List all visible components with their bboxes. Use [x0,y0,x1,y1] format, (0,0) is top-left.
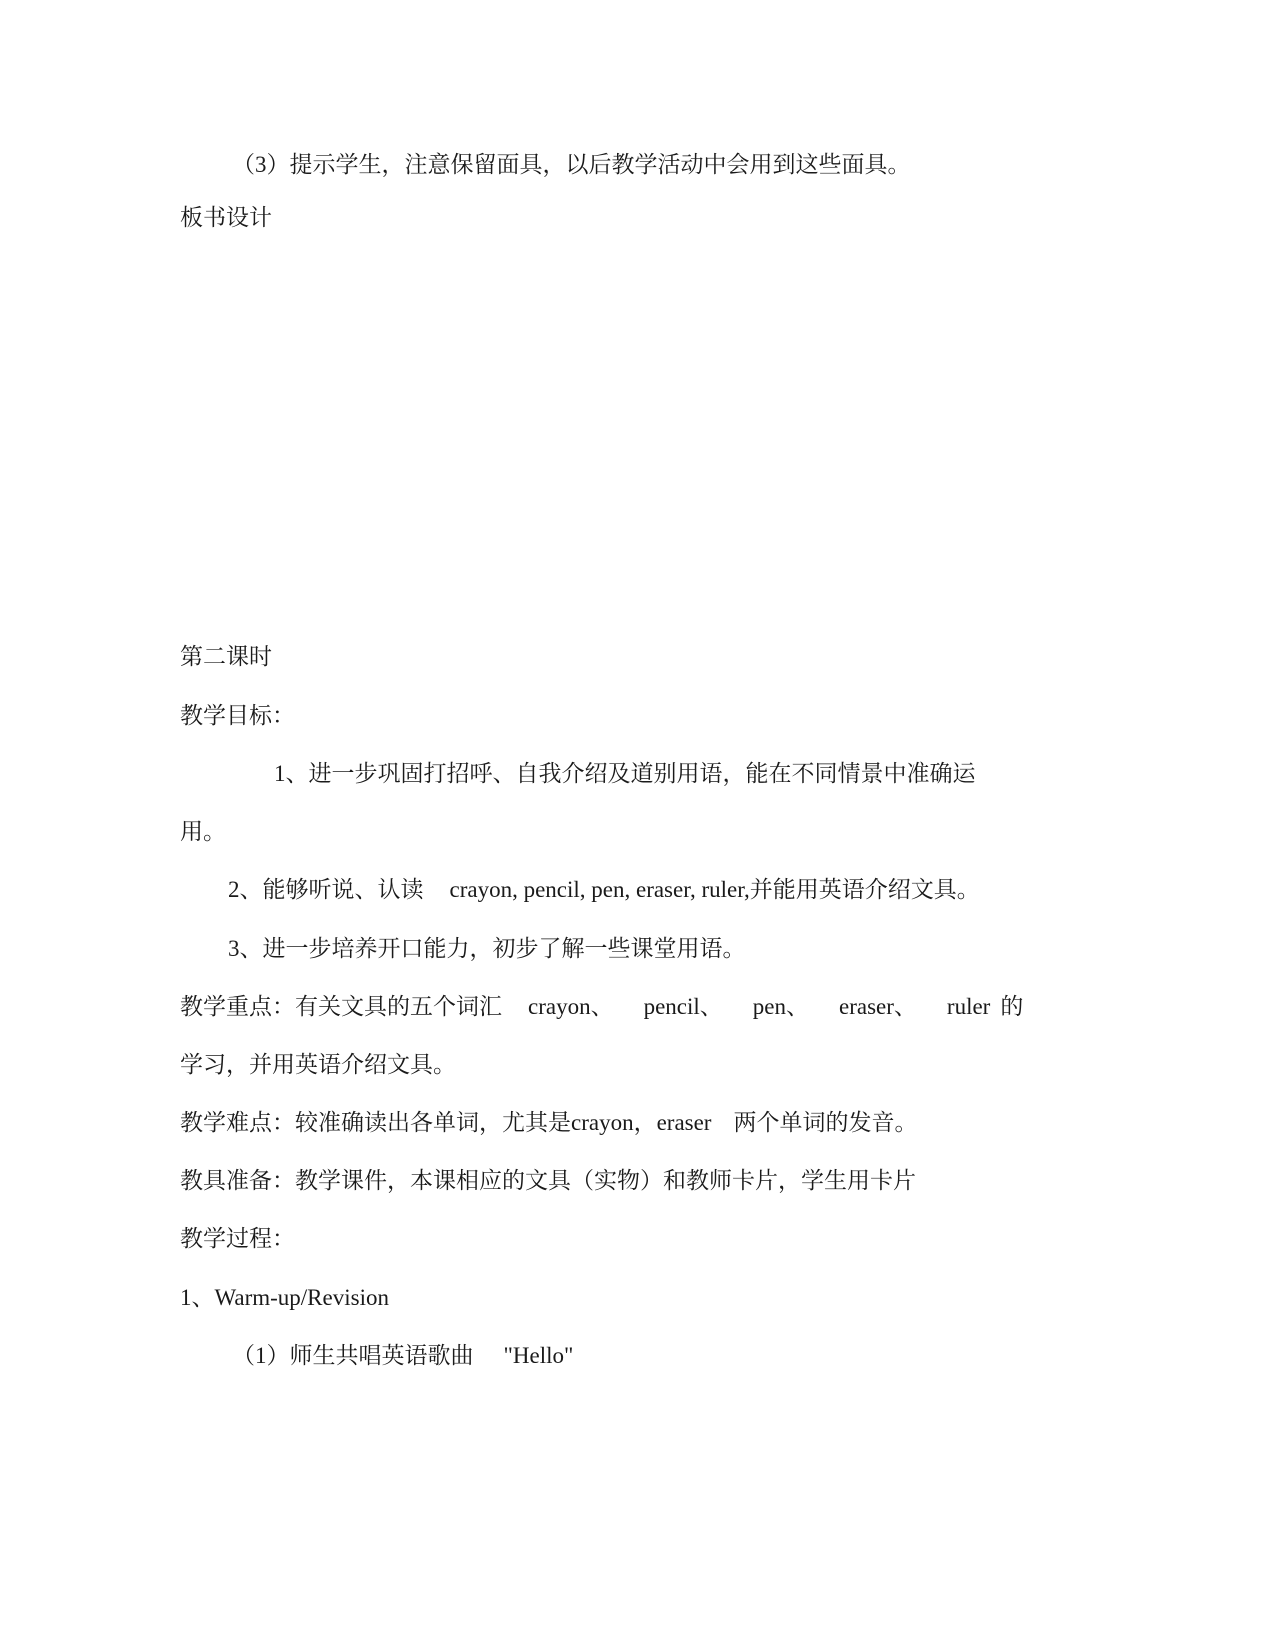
objective-2 [228,875,980,905]
difficulty-part-b: 两个单词的发音。 [733,1110,918,1135]
difficulty [180,1108,917,1138]
objective-1-line-1: 1、进一步巩固打招呼、自我介绍及道别用语，能在不同情景中准确运 [274,761,976,786]
step-1-1-song: "Hello" [503,1343,574,1368]
key-points [180,992,1023,1022]
heading-lesson-two: 第二课时 [180,644,272,669]
objective-3: 3、进一步培养开口能力，初步了解一些课堂用语。 [228,936,746,961]
key-word-ruler: ruler [946,994,991,1019]
key-word-pen: pen、 [752,994,809,1019]
key-word-pencil: pencil、 [643,994,723,1019]
key-points-label: 教学重点：有关文具的五个词汇 [180,994,502,1019]
heading-objectives: 教学目标： [180,703,295,728]
key-word-eraser: eraser、 [839,994,917,1019]
difficulty-part-a: 教学难点：较准确读出各单词，尤其是crayon，eraser [180,1110,712,1135]
step-1-1-part-a: （1）师生共唱英语歌曲 [232,1343,474,1368]
paragraph-masks: （3）提示学生，注意保留面具，以后教学活动中会用到这些面具。 [232,152,911,177]
objective-2-part-b: crayon, pencil, pen, eraser, ruler,并能用英语介绍文具。 [449,877,980,902]
objective-2-part-a: 2、能够听说、认读 [228,877,424,902]
key-points-tail: 的 [1000,994,1024,1019]
teaching-aids: 教具准备：教学课件，本课相应的文具（实物）和教师卡片，学生用卡片 [180,1168,916,1193]
objective-1-line-2: 用。 [180,819,226,844]
step-1-1 [232,1341,573,1371]
step-1-warm-up: 1、Warm-up/Revision [180,1285,389,1310]
key-word-crayon: crayon、 [528,994,614,1019]
heading-process: 教学过程： [180,1226,295,1251]
heading-board-design: 板书设计 [180,205,272,230]
key-points-continued: 学习，并用英语介绍文具。 [180,1052,456,1077]
